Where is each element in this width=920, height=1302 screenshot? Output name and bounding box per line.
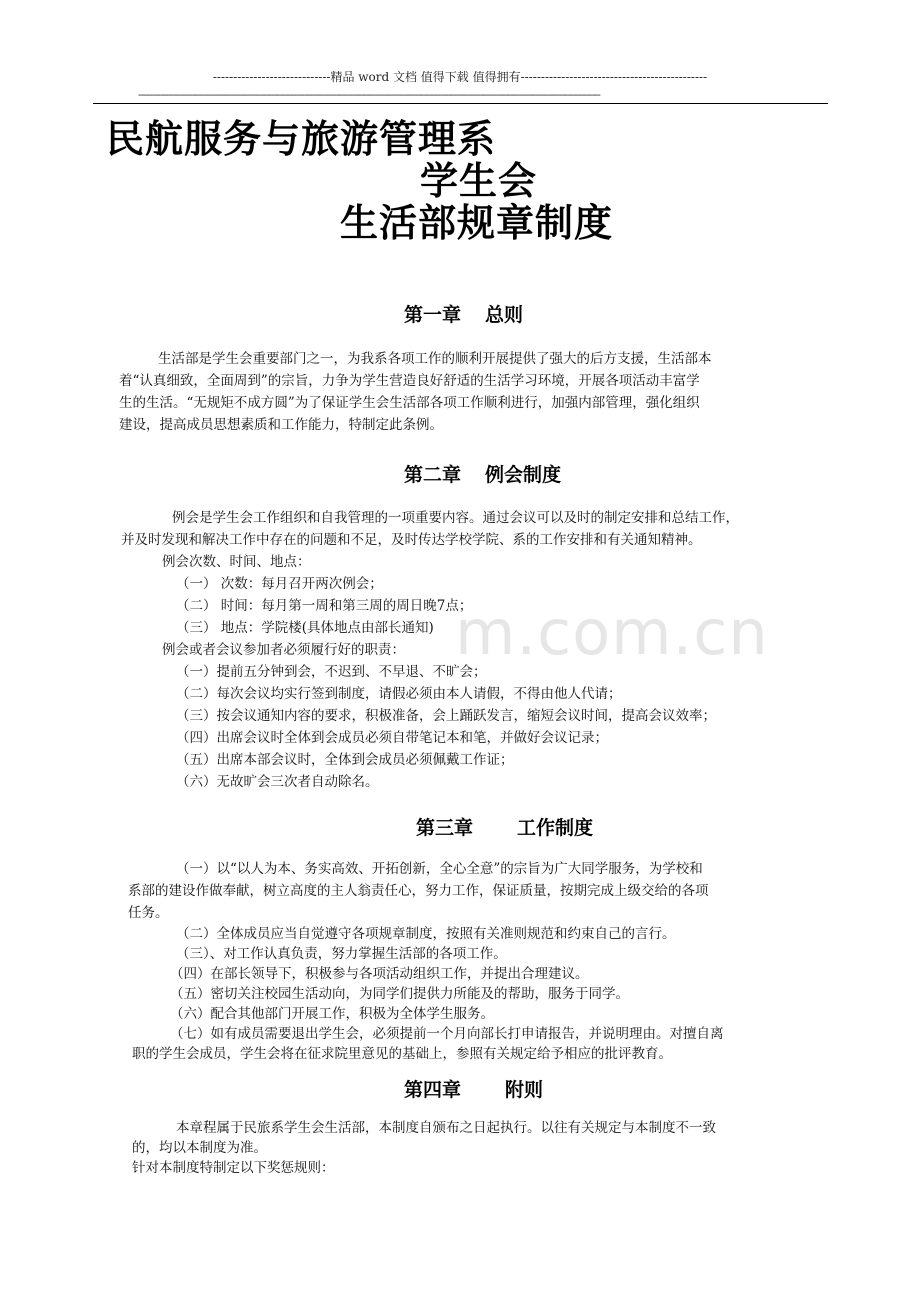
chapter-3-item: （二）全体成员应当自觉遵守各项规章制度，按照有关准则规范和约束自己的言行。 [176,926,676,942]
chapter-4-line: 的，均以本制度为准。 [132,1140,267,1156]
chapter-3-item-7-line: （七）如有成员需要退出学生会，必须提前一个月向部长打申请报告，并说明理由。对擅自离 [170,1026,724,1042]
chapter-3-item: （六）配合其他部门开展工作，积极为全体学生服务。 [170,1006,494,1022]
chapter-1-line: 着“认真细致，全面周到”的宗旨，力争为学生营造良好舒适的生活学习环境，开展各项活动丰富学 [119,373,700,389]
chapter-1-number: 第一章 [404,304,462,326]
chapter-4-heading [404,1075,543,1102]
chapter-2-duty-item: （三）按会议通知内容的要求，积极准备，会上踊跃发言，缩短会议时间，提高会议效率； [176,708,716,724]
chapter-2-intro-line: 例会是学生会工作组织和自我管理的一项重要内容。通过会议可以及时的制定安排和总结工作， [172,510,739,526]
title-line-3: 生活部规章制度 [340,201,614,245]
chapter-1-line: 生活部是学生会重要部门之一，为我系各项工作的顺利开展提供了强大的后方支援，生活部本 [158,351,712,367]
chapter-3-heading [416,813,593,840]
chapter-2-duty-item: （二）每次会议均实行签到制度，请假必须由本人请假，不得由他人代请； [176,686,622,702]
chapter-2-list-item: （三） 地点：学院楼(具体地点由部长通知) [176,620,434,636]
chapter-2-subheading: 例会次数、时间、地点： [162,554,311,570]
header-rule [93,103,828,104]
chapter-1-line: 生的生活。“无规矩不成方圆”为了保证学生会生活部各项工作顺利进行，加强内部管理，强化组织 [119,395,700,411]
chapter-3-item-1-line: （一）以“以人为本、务实高效、开拓创新，全心全意”的宗旨为广大同学服务，为学校和 [176,861,703,877]
chapter-3-item: （三）、对工作认真负责，努力掌握生活部的各项工作。 [176,946,507,962]
chapter-4-line: 针对本制度特制定以下奖惩规则： [132,1160,335,1176]
chapter-2-list-item: （二） 时间：每月第一周和第三周的周日晚7点； [176,598,473,614]
chapter-3-item-1-line: 任务。 [128,905,169,921]
chapter-2-subheading: 例会或者会议参加者必须履行好的职责： [162,642,405,658]
chapter-2-duty-item: （五）出席本部会议时，全体到会成员必须佩戴工作证； [176,752,514,768]
chapter-2-list-item: （一） 次数：每月召开两次例会； [176,576,383,592]
chapter-2-intro-line: 并及时发现和解决工作中存在的问题和不足，及时传达学校学院、系的工作安排和有关通知精神。 [121,532,702,548]
chapter-3-item: （五）密切关注校园生活动向，为同学们提供力所能及的帮助，服务于同学。 [170,986,629,1002]
chapter-1-heading [404,300,523,327]
header-line-2: -------------------------------------------------------------------------------------------------------------------------------------------------------------------------- [138,88,600,101]
chapter-3-name: 工作制度 [517,817,594,839]
chapter-4-number: 第四章 [404,1079,462,1101]
chapter-1-line: 建设，提高成员思想素质和工作能力，特制定此条例。 [119,417,443,433]
chapter-3-item-7-line: 职的学生会成员，学生会将在征求院里意见的基础上，参照有关规定给予相应的批评教育。 [132,1046,672,1062]
chapter-4-name: 附则 [505,1079,544,1101]
chapter-3-item: （四）在部长领导下，积极参与各项活动组织工作，并提出合理建议。 [170,966,589,982]
chapter-2-duty-item: （四）出席会议时全体到会成员必须自带笔记本和笔，并做好会议记录； [176,730,608,746]
title-line-2: 学生会 [420,159,538,203]
chapter-2-duty-item: （六）无故旷会三次者自动除名。 [176,774,379,790]
chapter-2-name: 例会制度 [485,464,562,486]
chapter-3-number: 第三章 [416,817,474,839]
chapter-2-duty-item: （一）提前五分钟到会，不迟到、不早退、不旷会； [176,664,487,680]
chapter-2-number: 第二章 [404,464,462,486]
watermark: m.com.cn [455,596,769,669]
chapter-2-heading [404,460,561,487]
chapter-1-name: 总则 [485,304,524,326]
header-line-1: -----------------------------精品 word 文档 值得下载 值得拥有---------------------------------------------- [212,70,708,84]
chapter-3-item-1-line: 系部的建设作做奉献，树立高度的主人翁责任心，努力工作，保证质量，按期完成上级交给的各项 [128,883,709,899]
title-line-1: 民航服务与旅游管理系 [106,117,497,161]
chapter-4-line: 本章程属于民旅系学生会生活部，本制度自颁布之日起执行。以往有关规定与本制度不一致 [176,1120,716,1136]
